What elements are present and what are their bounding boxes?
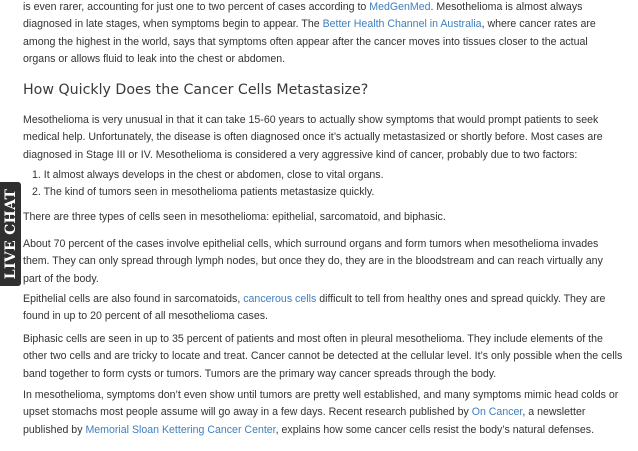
factors-list [23, 167, 623, 202]
sarcomatoid-text-b: difficult to tell from healthy ones and spread quickly. They are found in up to 20 percent of all mesothelioma cases. [23, 293, 606, 323]
better-health-channel-link[interactable]: Better Health Channel in Australia [322, 18, 482, 31]
section-heading: How Quickly Does the Cancer Cells Metastasize? [23, 82, 369, 98]
cell-types-paragraph: There are three types of cells seen in mesothelioma: epithelial, sarcomatoid, and biphasic. [23, 211, 446, 223]
cancerous-cells-link[interactable]: cancerous cells [243, 293, 317, 305]
symptoms-text-a: In mesothelioma, symptoms don’t even show until tumors are pretty well established, and many symptoms mimic head colds or upset stomachs most people assume will go away in a few days. Recent research published by [23, 389, 619, 419]
medgenmed-link[interactable]: MedGenMed [369, 1, 431, 13]
list-item: 2. The kind of tumors seen in mesothelioma patients metastasize quickly. [32, 186, 375, 199]
sarcomatoid-paragraph [23, 291, 623, 326]
metastasis-paragraph: Mesothelioma is very unusual in that it can take 15-60 years to actually show symptoms that would prompt patients to seek medical help. Unfortunately, the disease is often diagnosed once it’s actually metastasized or shortly before. Most cases are diagnosed in Stage III or IV. Mesothelioma is considered a very aggressive kind of cancer, probably due to two factors: [23, 114, 603, 161]
symptoms-text-c: , explains how some cancer cells resist the body’s natural defenses. [275, 423, 595, 436]
biphasic-paragraph: Biphasic cells are seen in up to 35 percent of patients and most often in pleural mesothelioma. They include elements of the other two cells and are tricky to locate and treat. Cancer cannot be detected at the cellular level. It’s only possible when the cells band together to form cysts or tumors. Tumors are the primary way cancer spreads through the body. [23, 333, 623, 380]
live-chat-label: LIVE CHAT [2, 188, 19, 280]
epithelial-paragraph: About 70 percent of the cases involve epithelial cells, which surround organs and form tumors when mesothelioma invades them. They can only spread through lymph nodes, but once they do, they are in the bloodstream and can reach virtually any part of the body. [23, 238, 603, 285]
list-item: 1. It almost always develops in the chest or abdomen, close to vital organs. [32, 169, 384, 181]
msk-cancer-center-link[interactable]: Memorial Sloan Kettering Cancer Center [85, 423, 276, 436]
intro-paragraph [23, 0, 623, 69]
intro-text-c: , where cancer rates are among the highest in the world, says that symptoms often appear after the cancer moves into tissues closer to the actual organs or allows fluid to leak into the chest or abdomen. [23, 18, 596, 66]
live-chat-tab[interactable] [0, 182, 21, 286]
on-cancer-link[interactable]: On Cancer [471, 406, 523, 419]
symptoms-text-b: , a newsletter published by [23, 406, 586, 436]
symptoms-paragraph [23, 387, 623, 439]
intro-text-b: . Mesothelioma is almost always diagnosed in late stages, when symptoms begin to appear. The [23, 1, 583, 31]
sarcomatoid-text-a: Epithelial cells are also found in sarcomatoids, [23, 293, 244, 305]
intro-text-a: is even rarer, accounting for just one to two percent of cases according to [23, 1, 370, 13]
